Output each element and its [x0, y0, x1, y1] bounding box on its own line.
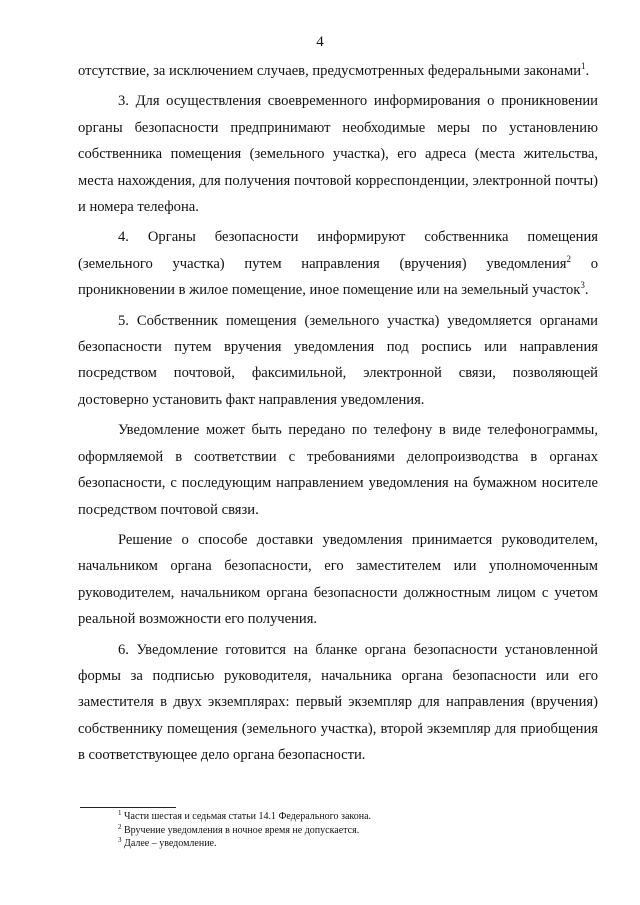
paragraph-5: 5. Собственник помещения (земельного участка) уведомляется органами безопасности путем вручения уведомления под роспись или направления посредством почтовой, факсимильной, электронной связи, позволяющей достоверно установить факт направления уведомления. [78, 312, 598, 408]
paragraph-4 [78, 224, 598, 303]
footnote-3 [118, 837, 598, 851]
paragraph-text: о проникновении в жилое помещение, иное помещение или на земельный участок [78, 255, 598, 299]
footnote-ref-1: 1 [581, 61, 586, 71]
footnote-mark: 3 [118, 836, 122, 844]
document-body [78, 58, 598, 769]
footnote-1 [118, 810, 598, 824]
paragraph-end: . [584, 282, 589, 299]
paragraph-delivery-decision: Решение о способе доставки уведомления принимается руководителем, начальником органа безопасности, его заместителем или уполномоченным руководителем, начальником органа безопасности должностным лицом с учетом реальной возможности его получения. [78, 531, 598, 628]
footnote-text: Части шестая и седьмая статьи 14.1 Федерального закона. [121, 811, 372, 822]
paragraph-text: отсутствие, за исключением случаев, предусмотренных федеральными законами [78, 63, 582, 79]
footnotes [118, 810, 598, 851]
footnote-text: Вручение уведомления в ночное время не допускается. [121, 824, 360, 836]
footnote-ref-2: 2 [566, 253, 571, 264]
paragraph-text: 4. Органы безопасности информируют собственника помещения (земельного участка) путем направления (вручения) уведомления [78, 229, 598, 272]
paragraph-phone-notice: Уведомление может быть передано по телефону в виде телефонограммы, оформляемой в соответствии с требованиями делопроизводства в органах безопасности, с последующим направлением уведомления на бумажном носителе посредством почтовой связи. [78, 422, 598, 518]
footnote-2 [118, 824, 598, 838]
paragraph-3: 3. Для осуществления своевременного информирования о проникновении органы безопасности предпринимают необходимые меры по установлению собственника помещения (земельного участка), его адреса (места жительства, места нахождения, для получения почтовой корреспонденции, электронной почты) и номера телефона. [78, 93, 598, 216]
footnote-mark: 1 [118, 809, 122, 817]
footnote-mark: 2 [118, 822, 122, 831]
paragraph-continuation [78, 58, 598, 84]
footnote-divider [80, 807, 176, 808]
paragraph-end: . [585, 63, 590, 79]
footnote-ref-3: 3 [580, 280, 585, 291]
footnote-text: Далее – уведомление. [121, 838, 217, 849]
page-number: 4 [316, 34, 324, 50]
paragraph-6: 6. Уведомление готовится на бланке органа безопасности установленной формы за подписью руководителя, начальника органа безопасности или его заместителя в двух экземплярах: первый экземпляр для направления (вручения) собственнику помещения (земельного участка), второй экземпляр для приобщения в соответствующее дело органа безопасности. [78, 641, 598, 764]
